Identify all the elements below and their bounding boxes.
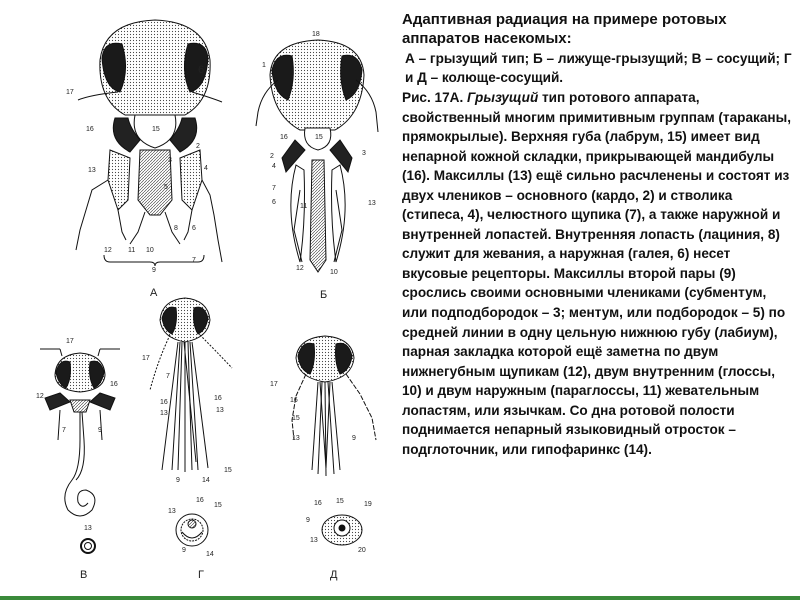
label-g-16c: 16	[196, 497, 204, 504]
label-b-15: 15	[315, 134, 323, 141]
label-g-15: 15	[224, 467, 232, 474]
label-d-9b: 9	[306, 517, 310, 524]
label-g-13a: 13	[160, 410, 168, 417]
label-d-16a: 16	[290, 397, 298, 404]
label-a-10: 10	[146, 247, 154, 254]
label-d-19: 19	[364, 501, 372, 508]
description-panel	[402, 10, 794, 595]
label-b-12: 12	[296, 265, 304, 272]
panel-letter-b: Б	[320, 289, 328, 301]
panel-letter-d: Д	[330, 569, 338, 581]
label-b-4: 4	[272, 163, 276, 170]
panel-letter-a: А	[150, 287, 158, 299]
label-d-15a: 15	[292, 415, 300, 422]
panel-d-piercing-sucking	[292, 336, 376, 545]
label-v-7: 7	[62, 427, 66, 434]
label-a-5: 5	[164, 184, 168, 191]
label-b-6: 6	[272, 199, 276, 206]
label-v-9: 9	[98, 427, 102, 434]
label-g-14: 14	[202, 477, 210, 484]
label-v-16: 16	[110, 381, 118, 388]
label-b-18: 18	[312, 31, 320, 38]
label-a-9: 9	[152, 267, 156, 274]
caption-prefix: Рис. 17А.	[402, 90, 468, 105]
label-g-17: 17	[142, 355, 150, 362]
label-b-10: 10	[330, 269, 338, 276]
label-d-15b: 15	[336, 498, 344, 505]
label-g-9b: 9	[182, 547, 186, 554]
label-g-9: 9	[176, 477, 180, 484]
label-b-3: 3	[362, 150, 366, 157]
label-a-17: 17	[66, 89, 74, 96]
label-a-6b: 6	[192, 225, 196, 232]
panel-g-labels	[142, 355, 232, 581]
label-a-12: 12	[104, 247, 112, 254]
panel-v-sucking	[40, 349, 120, 553]
label-b-16: 16	[280, 134, 288, 141]
label-g-13c: 13	[168, 508, 176, 515]
label-g-16b: 16	[214, 395, 222, 402]
label-b-7: 7	[272, 185, 276, 192]
label-v-17: 17	[66, 338, 74, 345]
label-a-16: 16	[86, 126, 94, 133]
label-g-13b: 13	[216, 407, 224, 414]
panel-b-lapping-chewing	[256, 40, 378, 272]
label-b-2: 2	[270, 153, 274, 160]
label-v-13: 13	[84, 525, 92, 532]
caption-body: тип ротового аппарата, свойственный многим примитивным группам (тараканы, прямокрылые). Верхняя губа (лабрум, 15) имеет вид непарной кожной складки, прикрывающей мандибулы (16). Максиллы (13) ещё сильно расчленены и состоят из двух члеников – основного (кардо, 2) и стволика (стипеса, 4), челюстного щупика (7), а также наружной и внутренней лопастей. Внутренняя лопасть (лациния, 8) служит для жевания, а наружная (галея, 6) несет вкусовые рецепторы. Максиллы второй пары (9) срослись своими основными члениками (субментум, или подподбородок – 3; ментум, или подбородок – 5) по средней линии в одну цельную нижнюю губу (лабиум), парная закладка которой ещё заметна по двум нижнегубным щупикам (12), двум внутренним (глоссы, 10) и двум наружным (параглоссы, 11) жевательным лопастям, или язычкам. Со дна ротовой полости поднимается непарный языковидный отросток – подглоточник, или гипофаринкс (14).	[402, 90, 791, 457]
label-d-9: 9	[352, 435, 356, 442]
label-d-17: 17	[270, 381, 278, 388]
label-b-13: 13	[368, 200, 376, 207]
figure-caption	[402, 88, 794, 459]
label-b-11: 11	[300, 203, 308, 210]
page-title: Адаптивная радиация на примере ротовых аппаратов насекомых:	[402, 11, 727, 47]
label-a-7: 7	[192, 257, 196, 264]
label-a-2: 2	[196, 143, 200, 150]
label-d-13b: 13	[310, 537, 318, 544]
label-a-11: 11	[128, 247, 136, 254]
label-g-15b: 15	[214, 502, 222, 509]
panel-letter-g: Г	[198, 569, 204, 581]
caption-emphasis: Грызущий	[467, 90, 539, 105]
label-g-14b: 14	[206, 551, 214, 558]
label-a-6: 6	[198, 64, 205, 76]
label-d-13a: 13	[292, 435, 300, 442]
bottom-accent-line	[0, 596, 800, 600]
label-g-7: 7	[166, 373, 170, 380]
label-d-20: 20	[358, 547, 366, 554]
panel-legend: А – грызущий тип; Б – лижуще-грызущий; В – сосущий; Г и Д – колюще-сосущий.	[405, 51, 792, 85]
panel-letter-v: В	[80, 569, 88, 581]
label-g-16a: 16	[160, 399, 168, 406]
label-d-16b: 16	[314, 500, 322, 507]
label-a-15: 15	[152, 126, 160, 133]
label-a-8: 8	[174, 225, 178, 232]
label-a-3: 3	[168, 157, 172, 164]
panel-a-chewing	[76, 20, 222, 266]
label-v-12: 12	[36, 393, 44, 400]
label-b-1: 1	[262, 62, 266, 69]
label-a-13: 13	[88, 167, 96, 174]
label-a-4: 4	[204, 165, 208, 172]
label-a-1: 1	[192, 128, 196, 135]
